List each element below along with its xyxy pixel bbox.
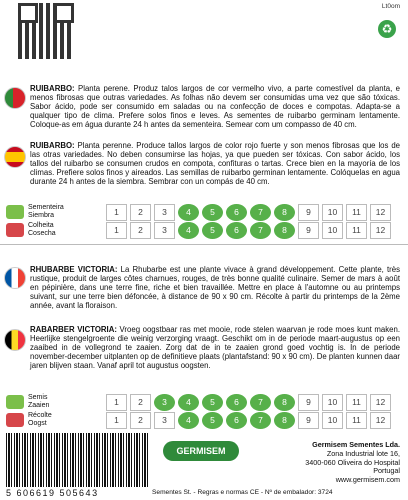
calendar-row	[6, 393, 402, 411]
calendar-label-line1: Colheita	[28, 222, 54, 229]
month-cell: 2	[130, 204, 151, 221]
month-cell: 11	[346, 204, 367, 221]
portugal-flag-icon	[4, 87, 26, 109]
fr-section	[30, 265, 400, 310]
month-cell: 5	[202, 412, 223, 429]
month-cell: 5	[202, 394, 223, 411]
calendar-row-text	[28, 412, 52, 428]
month-cell: 7	[250, 412, 271, 429]
sowing-icon	[6, 205, 24, 219]
pt-section	[30, 84, 400, 129]
month-cell: 12	[370, 204, 391, 221]
month-cell: 1	[106, 412, 127, 429]
month-cell: 12	[370, 394, 391, 411]
month-cell: 4	[178, 394, 199, 411]
company-name: Germisem Sementes Lda.	[312, 440, 400, 449]
month-cell: 10	[322, 204, 343, 221]
harvest-icon	[6, 413, 24, 427]
divider	[0, 244, 408, 245]
calendar-label-line2: Oogst	[28, 420, 47, 427]
month-cell: 2	[130, 222, 151, 239]
month-cell: 11	[346, 222, 367, 239]
month-cell: 9	[298, 394, 319, 411]
month-cell: 5	[202, 222, 223, 239]
month-cell: 2	[130, 394, 151, 411]
month-cell: 1	[106, 222, 127, 239]
sowing-calendar-1	[6, 203, 402, 239]
month-cell: 7	[250, 222, 271, 239]
calendar-row-label	[6, 412, 106, 428]
calendar-row-text	[28, 222, 56, 238]
fr-title: RHUBARBE VICTORIA:	[30, 265, 118, 274]
es-title: RUIBARBO:	[30, 141, 75, 150]
germisem-logo: GERMISEM	[163, 441, 239, 461]
calendar-row	[6, 411, 402, 429]
nl-text: Vroeg oogstbaar ras met mooie, rode stelen waarvan je rode moes kunt maken. Heerlijke stengelgroente die weinig verzorging vraagt. Geschikt om in de periode maart-augustus op een zaaibed in de vollegrond te zaaien. Zorg dat de in te zaaien grond goed vochtig is. In de periode november-december uitplanten op de definitieve plaats (plantafstand: 90 x 90 cm). De planten kunnen daar jaren blijven staan. Vanaf april tot augustus oogsten.	[30, 325, 400, 371]
month-cell: 8	[274, 222, 295, 239]
month-cell: 10	[322, 394, 343, 411]
months-strip	[106, 394, 391, 411]
website: www.germisem.com	[335, 475, 400, 485]
month-cell: 3	[154, 394, 175, 411]
month-cell: 2	[130, 412, 151, 429]
calendar-row-label	[6, 222, 106, 238]
spain-flag-icon	[4, 146, 26, 168]
regulations-text: Sementes St. - Regras e normas CE - Nº de embalador: 3724	[152, 489, 333, 496]
calendar-row-label	[6, 394, 106, 410]
month-cell: 11	[346, 394, 367, 411]
month-cell: 3	[154, 204, 175, 221]
month-cell: 4	[178, 222, 199, 239]
month-cell: 10	[322, 412, 343, 429]
country: Portugal	[373, 466, 400, 476]
nl-title: RABARBER VICTORIA:	[30, 325, 117, 334]
barcode	[6, 433, 148, 487]
nl-section	[30, 325, 400, 370]
month-cell: 4	[178, 412, 199, 429]
france-flag-icon	[4, 267, 26, 289]
month-cell: 11	[346, 412, 367, 429]
month-cell: 7	[250, 204, 271, 221]
month-cell: 3	[154, 412, 175, 429]
month-cell: 8	[274, 394, 295, 411]
month-cell: 6	[226, 222, 247, 239]
calendar-label-line2: Cosecha	[28, 230, 56, 237]
calendar-label-line1: Récolte	[28, 412, 52, 419]
address-line-1: Zona Industrial lote 16,	[326, 448, 400, 458]
barcode-number: 5 606619 505643	[6, 488, 99, 498]
sowing-calendar-2	[6, 393, 402, 429]
month-cell: 8	[274, 204, 295, 221]
calendar-row	[6, 221, 402, 239]
calendar-label-line1: Semis	[28, 394, 48, 401]
months-strip	[106, 412, 391, 429]
qr-code	[18, 3, 74, 59]
calendar-row	[6, 203, 402, 221]
month-cell: 7	[250, 394, 271, 411]
pt-title: RUIBARBO:	[30, 84, 75, 93]
month-cell: 8	[274, 412, 295, 429]
sowing-icon	[6, 395, 24, 409]
recycle-icon: ♻	[378, 20, 396, 38]
month-cell: 6	[226, 204, 247, 221]
calendar-label-line1: Sementeira	[28, 204, 64, 211]
month-cell: 12	[370, 412, 391, 429]
month-cell: 6	[226, 394, 247, 411]
month-cell: 5	[202, 204, 223, 221]
calendar-label-line2: Zaaien	[28, 402, 50, 409]
month-cell: 6	[226, 412, 247, 429]
month-cell: 1	[106, 204, 127, 221]
month-cell: 9	[298, 222, 319, 239]
fr-text: La Rhubarbe est une plante vivace à grand développement. Cette plante, très rustique, produit de larges côtes charnues, rouges, de très bonne qualité culinaire. Semer de mars à août en pépinière, dans une terre fine, riche et bien travaillée. Mettre en place à l'automne ou au printemps suivant, sur une terre bien défoncée, à distance de 90 x 90 cm. Récolte à partir du printemps de la 2ème année, avant la floraison.	[30, 265, 400, 311]
pt-text: Planta perene. Produz talos largos de cor vermelho vivo, a parte comestível da planta, e menos fibrosas que outras variedades. As folhas não devem ser consumidas uma vez que são tóxicas. Sabor ácido, pode ser consumido em saladas ou na confecção de doces e compotas. Adapta-se a qualquer tipo de clima. Prefere solos finos e leves. As sementes de ruibarbo germinam lentamente. Coloque-as em água durante 24 h antes da sementeira. Semear com um compasso de 40 cm.	[30, 84, 400, 130]
months-strip	[106, 222, 391, 239]
month-cell: 9	[298, 204, 319, 221]
month-cell: 12	[370, 222, 391, 239]
month-cell: 3	[154, 222, 175, 239]
month-cell: 4	[178, 204, 199, 221]
belgium-flag-icon	[4, 329, 26, 351]
month-cell: 9	[298, 412, 319, 429]
es-text: Planta perenne. Produce tallos largos de color rojo fuerte y son menos fibrosas que los de las otras variedades. No deben consumirse las hojas, ya que pueden ser tóxicas. Con sabor ácido, los tallos del ruibarbo se consumen crudos en compota, confituras o tartas. Crece bien en la mayoría de los climas. Prefiere solos finos y aireados. Las semillas de ruibarbo germinan lentamente. Colóquelas en agua durante 24 h antes de la siembra. Sembrar con un compás de 40 cm.	[30, 141, 400, 187]
lot-number: Lt0om	[381, 3, 400, 10]
calendar-row-text	[28, 204, 64, 220]
month-cell: 10	[322, 222, 343, 239]
calendar-row-text	[28, 394, 49, 410]
company-address	[250, 441, 400, 485]
calendar-label-line2: Siembra	[28, 212, 55, 219]
calendar-row-label	[6, 204, 106, 220]
month-cell: 1	[106, 394, 127, 411]
address-line-2: 3400-060 Oliveira do Hospital	[305, 457, 400, 467]
es-section	[30, 141, 400, 186]
months-strip	[106, 204, 391, 221]
harvest-icon	[6, 223, 24, 237]
